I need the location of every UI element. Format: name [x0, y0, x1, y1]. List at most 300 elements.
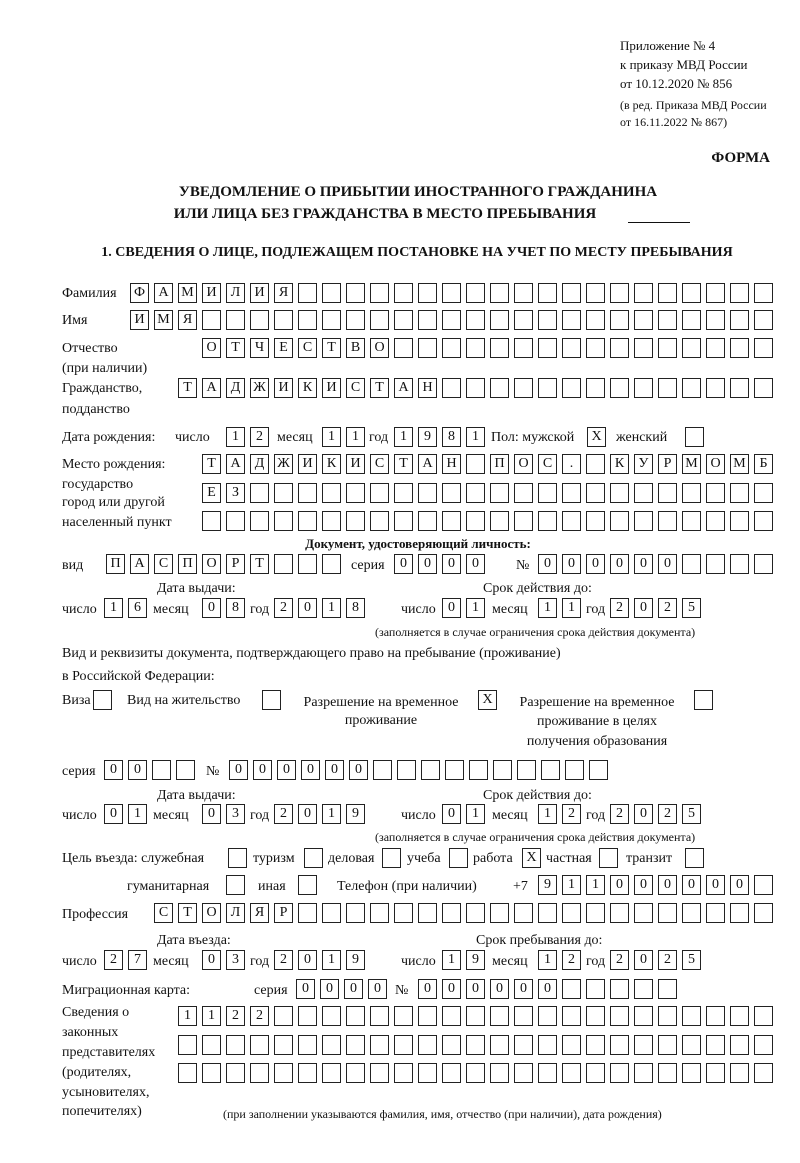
field-cell-surname[interactable] — [658, 283, 677, 303]
field-cell-patronymic[interactable] — [610, 338, 629, 358]
field-cell-representatives-2[interactable] — [658, 1035, 677, 1055]
field-cell-profession[interactable]: Я — [250, 903, 269, 923]
field-cell-birth-year[interactable]: 8 — [442, 427, 461, 447]
field-cell-name[interactable] — [586, 310, 605, 330]
field-cell-birthplace-2[interactable] — [298, 483, 317, 503]
field-cell-surname[interactable] — [538, 283, 557, 303]
field-cell-entry-year[interactable]: 1 — [322, 950, 341, 970]
field-cell-name[interactable] — [634, 310, 653, 330]
field-cell-surname[interactable]: М — [178, 283, 197, 303]
field-cell-rp-number[interactable] — [445, 760, 464, 780]
field-cell-representatives-1[interactable] — [346, 1006, 365, 1026]
field-cell-surname[interactable] — [442, 283, 461, 303]
field-cell-surname[interactable] — [346, 283, 365, 303]
field-cell-birthplace-1[interactable]: Д — [250, 454, 269, 474]
field-cell-patronymic[interactable] — [658, 338, 677, 358]
field-cell-doc-issue-year[interactable]: 1 — [322, 598, 341, 618]
field-cell-birthplace-1[interactable]: Р — [658, 454, 677, 474]
field-cell-representatives-3[interactable] — [490, 1063, 509, 1083]
field-cell-birth-day[interactable]: 1 — [226, 427, 245, 447]
field-cell-representatives-2[interactable] — [610, 1035, 629, 1055]
field-cell-doc-number[interactable]: 0 — [538, 554, 557, 574]
field-cell-name[interactable] — [274, 310, 293, 330]
field-cell-citizenship[interactable] — [562, 378, 581, 398]
field-cell-rp-number[interactable]: 0 — [301, 760, 320, 780]
field-cell-name[interactable] — [754, 310, 773, 330]
field-cell-representatives-1[interactable] — [490, 1006, 509, 1026]
field-cell-representatives-2[interactable] — [322, 1035, 341, 1055]
checkbox-purpose-humanitarian[interactable] — [226, 875, 245, 895]
field-cell-rp-number[interactable] — [469, 760, 488, 780]
field-cell-name[interactable] — [346, 310, 365, 330]
field-cell-doc-series[interactable]: 0 — [466, 554, 485, 574]
field-cell-mc-number[interactable] — [634, 979, 653, 999]
field-cell-representatives-2[interactable] — [730, 1035, 749, 1055]
field-cell-birthplace-2[interactable] — [610, 483, 629, 503]
field-cell-profession[interactable] — [298, 903, 317, 923]
field-cell-citizenship[interactable]: Н — [418, 378, 437, 398]
field-cell-citizenship[interactable]: К — [298, 378, 317, 398]
field-cell-name[interactable] — [610, 310, 629, 330]
field-cell-birth-year[interactable]: 1 — [466, 427, 485, 447]
field-cell-surname[interactable]: Я — [274, 283, 293, 303]
field-cell-representatives-1[interactable] — [682, 1006, 701, 1026]
field-cell-doc-issue-year[interactable]: 0 — [298, 598, 317, 618]
field-cell-representatives-1[interactable] — [418, 1006, 437, 1026]
field-cell-stay-month[interactable]: 1 — [538, 950, 557, 970]
field-cell-doc-number[interactable] — [754, 554, 773, 574]
field-cell-citizenship[interactable] — [466, 378, 485, 398]
field-cell-doc-series[interactable]: 0 — [442, 554, 461, 574]
field-cell-rp-valid-month[interactable]: 2 — [562, 804, 581, 824]
field-cell-representatives-1[interactable] — [754, 1006, 773, 1026]
field-cell-rp-series[interactable] — [176, 760, 195, 780]
field-cell-mc-number[interactable]: 0 — [490, 979, 509, 999]
field-cell-patronymic[interactable] — [442, 338, 461, 358]
field-cell-citizenship[interactable]: Т — [370, 378, 389, 398]
field-cell-birthplace-3[interactable] — [442, 511, 461, 531]
field-cell-birthplace-3[interactable] — [706, 511, 725, 531]
field-cell-phone[interactable]: 1 — [562, 875, 581, 895]
field-cell-citizenship[interactable]: А — [394, 378, 413, 398]
field-cell-representatives-2[interactable] — [418, 1035, 437, 1055]
field-cell-doc-series[interactable]: 0 — [418, 554, 437, 574]
field-cell-profession[interactable] — [682, 903, 701, 923]
field-cell-rp-number[interactable]: 0 — [277, 760, 296, 780]
field-cell-surname[interactable] — [586, 283, 605, 303]
field-cell-rp-number[interactable] — [373, 760, 392, 780]
field-cell-mc-number[interactable]: 0 — [418, 979, 437, 999]
field-cell-stay-day[interactable]: 1 — [442, 950, 461, 970]
field-cell-birthplace-2[interactable] — [682, 483, 701, 503]
field-cell-profession[interactable] — [346, 903, 365, 923]
field-cell-citizenship[interactable] — [706, 378, 725, 398]
field-cell-name[interactable] — [730, 310, 749, 330]
field-cell-entry-day[interactable]: 7 — [128, 950, 147, 970]
field-cell-stay-year[interactable]: 0 — [634, 950, 653, 970]
field-cell-stay-year[interactable]: 5 — [682, 950, 701, 970]
field-cell-birthplace-2[interactable]: Е — [202, 483, 221, 503]
field-cell-representatives-3[interactable] — [274, 1063, 293, 1083]
field-cell-surname[interactable] — [754, 283, 773, 303]
field-cell-citizenship[interactable] — [538, 378, 557, 398]
field-cell-representatives-1[interactable] — [586, 1006, 605, 1026]
field-cell-citizenship[interactable]: Т — [178, 378, 197, 398]
field-cell-citizenship[interactable] — [490, 378, 509, 398]
field-cell-citizenship[interactable] — [586, 378, 605, 398]
field-cell-surname[interactable] — [562, 283, 581, 303]
field-cell-surname[interactable] — [418, 283, 437, 303]
field-cell-birthplace-3[interactable] — [562, 511, 581, 531]
field-cell-name[interactable]: Я — [178, 310, 197, 330]
field-cell-mc-series[interactable]: 0 — [368, 979, 387, 999]
field-cell-profession[interactable] — [466, 903, 485, 923]
field-cell-rp-number[interactable] — [493, 760, 512, 780]
field-cell-doc-valid-year[interactable]: 2 — [658, 598, 677, 618]
field-cell-representatives-2[interactable] — [370, 1035, 389, 1055]
field-cell-profession[interactable]: С — [154, 903, 173, 923]
field-cell-surname[interactable] — [682, 283, 701, 303]
field-cell-rp-valid-month[interactable]: 1 — [538, 804, 557, 824]
field-cell-profession[interactable]: Р — [274, 903, 293, 923]
field-cell-birthplace-3[interactable] — [610, 511, 629, 531]
field-cell-birthplace-1[interactable]: Ж — [274, 454, 293, 474]
field-cell-birthplace-2[interactable] — [346, 483, 365, 503]
field-cell-representatives-1[interactable] — [370, 1006, 389, 1026]
field-cell-representatives-1[interactable] — [538, 1006, 557, 1026]
field-cell-representatives-3[interactable] — [586, 1063, 605, 1083]
field-cell-representatives-3[interactable] — [298, 1063, 317, 1083]
field-cell-representatives-1[interactable] — [274, 1006, 293, 1026]
field-cell-mc-number[interactable]: 0 — [538, 979, 557, 999]
field-cell-birthplace-3[interactable] — [490, 511, 509, 531]
field-cell-profession[interactable] — [730, 903, 749, 923]
field-cell-rp-series[interactable]: 0 — [104, 760, 123, 780]
field-cell-patronymic[interactable] — [634, 338, 653, 358]
field-cell-profession[interactable] — [754, 903, 773, 923]
field-cell-birthplace-1[interactable] — [466, 454, 485, 474]
field-cell-rp-number[interactable]: 0 — [325, 760, 344, 780]
field-cell-representatives-2[interactable] — [754, 1035, 773, 1055]
field-cell-representatives-1[interactable] — [394, 1006, 413, 1026]
field-cell-citizenship[interactable] — [610, 378, 629, 398]
field-cell-profession[interactable] — [514, 903, 533, 923]
field-cell-doc-kind[interactable] — [298, 554, 317, 574]
field-cell-patronymic[interactable] — [562, 338, 581, 358]
field-cell-profession[interactable] — [706, 903, 725, 923]
field-cell-patronymic[interactable] — [394, 338, 413, 358]
checkbox-temp-residence-edu[interactable] — [694, 690, 713, 710]
field-cell-surname[interactable] — [298, 283, 317, 303]
field-cell-entry-day[interactable]: 2 — [104, 950, 123, 970]
field-cell-representatives-2[interactable] — [226, 1035, 245, 1055]
field-cell-birthplace-3[interactable] — [658, 511, 677, 531]
field-cell-birthplace-2[interactable] — [466, 483, 485, 503]
field-cell-birthplace-3[interactable] — [682, 511, 701, 531]
field-cell-doc-kind[interactable] — [322, 554, 341, 574]
field-cell-representatives-3[interactable] — [634, 1063, 653, 1083]
field-cell-citizenship[interactable] — [658, 378, 677, 398]
field-cell-patronymic[interactable]: С — [298, 338, 317, 358]
field-cell-doc-issue-day[interactable]: 6 — [128, 598, 147, 618]
field-cell-representatives-2[interactable] — [682, 1035, 701, 1055]
field-cell-birthplace-2[interactable] — [514, 483, 533, 503]
field-cell-surname[interactable]: Ф — [130, 283, 149, 303]
field-cell-representatives-3[interactable] — [658, 1063, 677, 1083]
field-cell-citizenship[interactable] — [682, 378, 701, 398]
field-cell-birth-day[interactable]: 2 — [250, 427, 269, 447]
field-cell-representatives-3[interactable] — [562, 1063, 581, 1083]
field-cell-representatives-1[interactable] — [466, 1006, 485, 1026]
field-cell-rp-valid-day[interactable]: 0 — [442, 804, 461, 824]
checkbox-purpose-other[interactable] — [298, 875, 317, 895]
field-cell-patronymic[interactable] — [418, 338, 437, 358]
field-cell-mc-number[interactable] — [586, 979, 605, 999]
field-cell-entry-month[interactable]: 0 — [202, 950, 221, 970]
field-cell-name[interactable] — [706, 310, 725, 330]
field-cell-profession[interactable] — [322, 903, 341, 923]
field-cell-citizenship[interactable] — [730, 378, 749, 398]
field-cell-birthplace-3[interactable] — [586, 511, 605, 531]
field-cell-representatives-1[interactable]: 2 — [250, 1006, 269, 1026]
field-cell-birthplace-3[interactable] — [514, 511, 533, 531]
field-cell-representatives-3[interactable] — [754, 1063, 773, 1083]
field-cell-representatives-2[interactable] — [202, 1035, 221, 1055]
field-cell-birthplace-1[interactable]: К — [322, 454, 341, 474]
field-cell-birthplace-3[interactable] — [634, 511, 653, 531]
field-cell-birthplace-1[interactable]: . — [562, 454, 581, 474]
field-cell-phone[interactable] — [754, 875, 773, 895]
field-cell-citizenship[interactable] — [754, 378, 773, 398]
field-cell-patronymic[interactable]: В — [346, 338, 365, 358]
field-cell-doc-kind[interactable]: О — [202, 554, 221, 574]
field-cell-representatives-2[interactable] — [706, 1035, 725, 1055]
field-cell-representatives-3[interactable] — [466, 1063, 485, 1083]
field-cell-birthplace-1[interactable]: Б — [754, 454, 773, 474]
field-cell-patronymic[interactable]: Т — [322, 338, 341, 358]
field-cell-phone[interactable]: 9 — [538, 875, 557, 895]
field-cell-representatives-1[interactable] — [562, 1006, 581, 1026]
checkbox-purpose-work[interactable]: X — [522, 848, 541, 868]
field-cell-rp-issue-day[interactable]: 1 — [128, 804, 147, 824]
field-cell-mc-number[interactable]: 0 — [442, 979, 461, 999]
field-cell-representatives-2[interactable] — [298, 1035, 317, 1055]
field-cell-citizenship[interactable]: И — [274, 378, 293, 398]
field-cell-doc-valid-month[interactable]: 1 — [562, 598, 581, 618]
field-cell-profession[interactable] — [562, 903, 581, 923]
checkbox-purpose-transit[interactable] — [685, 848, 704, 868]
field-cell-representatives-1[interactable] — [298, 1006, 317, 1026]
field-cell-name[interactable] — [682, 310, 701, 330]
field-cell-name[interactable] — [298, 310, 317, 330]
field-cell-birthplace-2[interactable] — [250, 483, 269, 503]
field-cell-name[interactable] — [562, 310, 581, 330]
field-cell-patronymic[interactable] — [490, 338, 509, 358]
field-cell-doc-issue-day[interactable]: 1 — [104, 598, 123, 618]
field-cell-birthplace-3[interactable] — [370, 511, 389, 531]
field-cell-rp-number[interactable] — [589, 760, 608, 780]
field-cell-surname[interactable] — [322, 283, 341, 303]
field-cell-citizenship[interactable]: А — [202, 378, 221, 398]
checkbox-purpose-study[interactable] — [449, 848, 468, 868]
field-cell-birthplace-3[interactable] — [202, 511, 221, 531]
field-cell-representatives-2[interactable] — [274, 1035, 293, 1055]
field-cell-rp-number[interactable] — [421, 760, 440, 780]
field-cell-representatives-1[interactable]: 1 — [178, 1006, 197, 1026]
field-cell-surname[interactable]: Л — [226, 283, 245, 303]
field-cell-representatives-2[interactable] — [442, 1035, 461, 1055]
field-cell-mc-number[interactable]: 0 — [514, 979, 533, 999]
field-cell-birthplace-2[interactable] — [418, 483, 437, 503]
field-cell-representatives-3[interactable] — [370, 1063, 389, 1083]
field-cell-birthplace-1[interactable]: А — [226, 454, 245, 474]
field-cell-patronymic[interactable]: Т — [226, 338, 245, 358]
field-cell-citizenship[interactable] — [514, 378, 533, 398]
field-cell-patronymic[interactable] — [682, 338, 701, 358]
field-cell-profession[interactable]: О — [202, 903, 221, 923]
field-cell-birthplace-2[interactable] — [442, 483, 461, 503]
field-cell-surname[interactable] — [514, 283, 533, 303]
field-cell-representatives-1[interactable]: 2 — [226, 1006, 245, 1026]
field-cell-rp-valid-year[interactable]: 0 — [634, 804, 653, 824]
field-cell-patronymic[interactable]: Ч — [250, 338, 269, 358]
field-cell-profession[interactable] — [394, 903, 413, 923]
field-cell-rp-valid-year[interactable]: 2 — [658, 804, 677, 824]
field-cell-birthplace-1[interactable]: К — [610, 454, 629, 474]
checkbox-temp-residence[interactable]: X — [478, 690, 497, 710]
checkbox-purpose-tourism[interactable] — [304, 848, 323, 868]
field-cell-birthplace-2[interactable] — [538, 483, 557, 503]
field-cell-representatives-2[interactable] — [634, 1035, 653, 1055]
field-cell-representatives-3[interactable] — [202, 1063, 221, 1083]
field-cell-doc-number[interactable]: 0 — [586, 554, 605, 574]
field-cell-rp-issue-year[interactable]: 9 — [346, 804, 365, 824]
field-cell-doc-kind[interactable]: П — [106, 554, 125, 574]
field-cell-representatives-3[interactable] — [442, 1063, 461, 1083]
field-cell-entry-year[interactable]: 2 — [274, 950, 293, 970]
field-cell-representatives-3[interactable] — [514, 1063, 533, 1083]
field-cell-surname[interactable] — [610, 283, 629, 303]
field-cell-surname[interactable] — [370, 283, 389, 303]
field-cell-rp-issue-year[interactable]: 1 — [322, 804, 341, 824]
field-cell-phone[interactable]: 0 — [658, 875, 677, 895]
field-cell-doc-number[interactable]: 0 — [562, 554, 581, 574]
checkbox-purpose-business[interactable] — [382, 848, 401, 868]
field-cell-representatives-1[interactable] — [514, 1006, 533, 1026]
field-cell-name[interactable] — [658, 310, 677, 330]
field-cell-representatives-2[interactable] — [466, 1035, 485, 1055]
field-cell-birthplace-3[interactable] — [538, 511, 557, 531]
field-cell-doc-series[interactable]: 0 — [394, 554, 413, 574]
field-cell-doc-valid-year[interactable]: 2 — [610, 598, 629, 618]
field-cell-birthplace-3[interactable] — [394, 511, 413, 531]
field-cell-entry-month[interactable]: 3 — [226, 950, 245, 970]
field-cell-stay-year[interactable]: 2 — [610, 950, 629, 970]
field-cell-rp-valid-day[interactable]: 1 — [466, 804, 485, 824]
field-cell-birthplace-2[interactable] — [658, 483, 677, 503]
field-cell-representatives-3[interactable] — [346, 1063, 365, 1083]
field-cell-rp-number[interactable] — [541, 760, 560, 780]
field-cell-surname[interactable] — [706, 283, 725, 303]
field-cell-profession[interactable] — [634, 903, 653, 923]
field-cell-phone[interactable]: 0 — [634, 875, 653, 895]
field-cell-representatives-2[interactable] — [514, 1035, 533, 1055]
field-cell-birthplace-1[interactable]: Т — [394, 454, 413, 474]
field-cell-name[interactable] — [226, 310, 245, 330]
field-cell-birth-month[interactable]: 1 — [322, 427, 341, 447]
field-cell-rp-issue-day[interactable]: 0 — [104, 804, 123, 824]
field-cell-birthplace-3[interactable] — [250, 511, 269, 531]
field-cell-name[interactable] — [514, 310, 533, 330]
field-cell-surname[interactable]: И — [202, 283, 221, 303]
field-cell-mc-number[interactable] — [658, 979, 677, 999]
field-cell-surname[interactable] — [466, 283, 485, 303]
field-cell-rp-valid-year[interactable]: 5 — [682, 804, 701, 824]
checkbox-residence-permit[interactable] — [262, 690, 281, 710]
field-cell-doc-number[interactable] — [706, 554, 725, 574]
field-cell-birthplace-1[interactable]: У — [634, 454, 653, 474]
field-cell-birthplace-2[interactable] — [706, 483, 725, 503]
field-cell-profession[interactable] — [370, 903, 389, 923]
field-cell-birth-year[interactable]: 9 — [418, 427, 437, 447]
field-cell-patronymic[interactable] — [538, 338, 557, 358]
field-cell-patronymic[interactable] — [754, 338, 773, 358]
field-cell-rp-number[interactable]: 0 — [253, 760, 272, 780]
field-cell-representatives-2[interactable] — [178, 1035, 197, 1055]
field-cell-profession[interactable] — [538, 903, 557, 923]
field-cell-representatives-1[interactable] — [442, 1006, 461, 1026]
field-cell-birthplace-2[interactable] — [394, 483, 413, 503]
field-cell-patronymic[interactable] — [706, 338, 725, 358]
field-cell-citizenship[interactable]: Ж — [250, 378, 269, 398]
field-cell-name[interactable] — [394, 310, 413, 330]
field-cell-representatives-2[interactable] — [346, 1035, 365, 1055]
field-cell-birthplace-1[interactable]: С — [370, 454, 389, 474]
field-cell-patronymic[interactable] — [466, 338, 485, 358]
field-cell-patronymic[interactable]: О — [202, 338, 221, 358]
field-cell-doc-number[interactable]: 0 — [610, 554, 629, 574]
field-cell-birthplace-3[interactable] — [298, 511, 317, 531]
field-cell-birthplace-1[interactable]: С — [538, 454, 557, 474]
field-cell-name[interactable] — [442, 310, 461, 330]
field-cell-representatives-2[interactable] — [490, 1035, 509, 1055]
field-cell-representatives-1[interactable] — [322, 1006, 341, 1026]
field-cell-phone[interactable]: 0 — [610, 875, 629, 895]
field-cell-doc-issue-month[interactable]: 8 — [226, 598, 245, 618]
field-cell-birthplace-2[interactable] — [754, 483, 773, 503]
field-cell-birthplace-3[interactable] — [730, 511, 749, 531]
field-cell-rp-series[interactable] — [152, 760, 171, 780]
field-cell-representatives-3[interactable] — [538, 1063, 557, 1083]
field-cell-birthplace-1[interactable]: П — [490, 454, 509, 474]
field-cell-doc-kind[interactable]: С — [154, 554, 173, 574]
field-cell-birthplace-1[interactable]: И — [346, 454, 365, 474]
field-cell-surname[interactable] — [490, 283, 509, 303]
field-cell-representatives-1[interactable] — [706, 1006, 725, 1026]
field-cell-representatives-1[interactable] — [610, 1006, 629, 1026]
field-cell-doc-kind[interactable] — [274, 554, 293, 574]
field-cell-birthplace-3[interactable] — [418, 511, 437, 531]
field-cell-rp-number[interactable] — [517, 760, 536, 780]
field-cell-representatives-2[interactable] — [562, 1035, 581, 1055]
field-cell-rp-issue-year[interactable]: 2 — [274, 804, 293, 824]
field-cell-rp-issue-month[interactable]: 0 — [202, 804, 221, 824]
field-cell-citizenship[interactable]: С — [346, 378, 365, 398]
field-cell-birthplace-1[interactable]: Н — [442, 454, 461, 474]
field-cell-name[interactable]: М — [154, 310, 173, 330]
field-cell-birthplace-2[interactable] — [490, 483, 509, 503]
field-cell-birthplace-1[interactable]: О — [706, 454, 725, 474]
